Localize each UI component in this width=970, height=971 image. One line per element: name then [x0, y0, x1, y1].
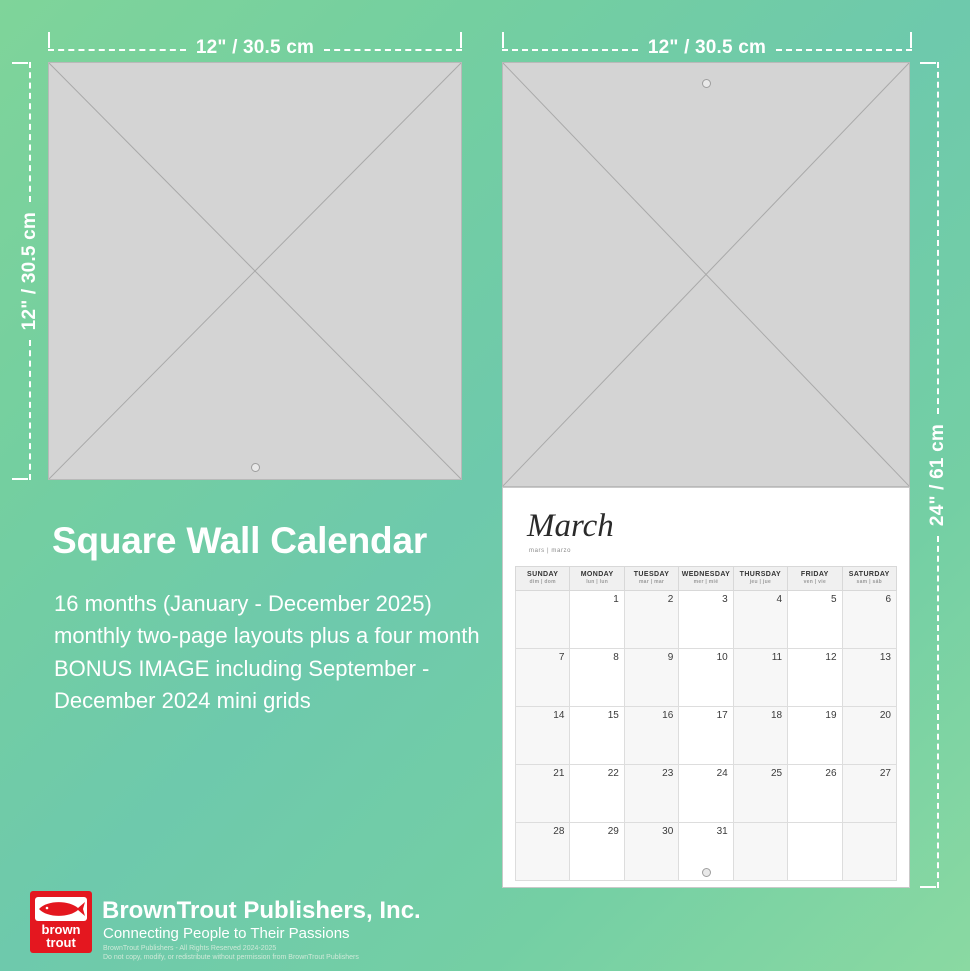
dimension-right-vertical-label: 24" / 61 cm	[927, 423, 948, 527]
calendar-day-cell[interactable]	[733, 823, 787, 881]
calendar-day-cell[interactable]: 14	[516, 707, 570, 765]
tick-start	[920, 62, 936, 64]
calendar-day-cell[interactable]: 21	[516, 765, 570, 823]
weekday-label-local: jeu | jue	[749, 579, 772, 585]
weekday-label-en: SATURDAY	[848, 571, 890, 578]
legal-notice	[103, 944, 359, 962]
calendar-week-row	[516, 765, 897, 823]
weekday-header-sunday	[516, 567, 570, 591]
brand-name: BrownTrout Publishers, Inc.	[102, 897, 421, 924]
dimension-top-left	[48, 37, 462, 60]
calendar-day-cell[interactable]: 10	[679, 649, 733, 707]
calendar-day-cell[interactable]: 17	[679, 707, 733, 765]
tick-start	[502, 32, 504, 48]
hanging-hole	[251, 463, 260, 472]
calendar-day-cell[interactable]: 6	[842, 591, 896, 649]
footer	[0, 884, 970, 971]
calendar-grid-panel	[502, 487, 910, 888]
calendar-day-cell[interactable]: 20	[842, 707, 896, 765]
weekday-label-en: FRIDAY	[800, 571, 829, 578]
calendar-day-cell[interactable]: 18	[733, 707, 787, 765]
calendar-day-cell[interactable]: 15	[570, 707, 624, 765]
weekday-label-local: mar | mar	[638, 579, 665, 585]
tick-end	[12, 478, 28, 480]
dash-line	[937, 62, 939, 414]
fish-glyph-icon	[35, 897, 87, 921]
product-description: 16 months (January - December 2025) monthly two-page layouts plus a four month BONUS IMAGE including September - December 2024 mini grids	[54, 591, 480, 713]
weekday-label-en: SUNDAY	[527, 571, 559, 578]
hanging-hole	[702, 868, 711, 877]
calendar-day-cell[interactable]: 25	[733, 765, 787, 823]
calendar-day-cell[interactable]: 5	[788, 591, 842, 649]
calendar-day-cell[interactable]: 22	[570, 765, 624, 823]
dimension-left-vertical-label: 12" / 30.5 cm	[19, 211, 40, 331]
calendar-day-cell[interactable]: 7	[516, 649, 570, 707]
weekday-label-local: ven | vie	[803, 579, 827, 585]
weekday-header-saturday	[842, 567, 896, 591]
calendar-day-cell[interactable]: 26	[788, 765, 842, 823]
dash-line	[937, 536, 939, 888]
calendar-day-cell[interactable]: 19	[788, 707, 842, 765]
weekday-label-en: MONDAY	[580, 571, 614, 578]
legal-line-2: Do not copy, modify, or redistribute without permission from BrownTrout Publishers	[103, 954, 359, 961]
dimension-top-right-label: 12" / 30.5 cm	[647, 37, 767, 58]
tick-end	[910, 32, 912, 48]
weekday-header-wednesday	[679, 567, 733, 591]
dash-line	[29, 340, 31, 480]
calendar-day-cell[interactable]: 27	[842, 765, 896, 823]
weekday-header-friday	[788, 567, 842, 591]
tick-end	[460, 32, 462, 48]
calendar-day-cell[interactable]: 13	[842, 649, 896, 707]
month-title: March	[527, 508, 614, 544]
weekday-label-en: THURSDAY	[739, 571, 782, 578]
calendar-day-cell[interactable]: 12	[788, 649, 842, 707]
calendar-day-cell[interactable]: 11	[733, 649, 787, 707]
placeholder-cross-icon	[49, 63, 461, 479]
calendar-week-row	[516, 649, 897, 707]
calendar-day-cell[interactable]: 8	[570, 649, 624, 707]
dimension-left-vertical	[20, 62, 40, 480]
calendar-day-cell[interactable]: 9	[624, 649, 678, 707]
calendar-week-row	[516, 591, 897, 649]
fish-icon	[35, 897, 87, 921]
weekday-header-tuesday	[624, 567, 678, 591]
dash-line	[324, 49, 462, 51]
placeholder-cross-icon	[503, 63, 909, 486]
calendar-day-cell[interactable]: 4	[733, 591, 787, 649]
calendar-day-cell[interactable]: 31	[679, 823, 733, 881]
weekday-label-en: TUESDAY	[633, 571, 670, 578]
calendar-week-row	[516, 707, 897, 765]
calendar-day-cell[interactable]: 23	[624, 765, 678, 823]
weekday-label-local: lun | lun	[586, 579, 609, 585]
tick-start	[48, 32, 50, 48]
logo-line-2: trout	[46, 935, 76, 950]
calendar-day-cell[interactable]: 2	[624, 591, 678, 649]
calendar-image-panel-right	[502, 62, 910, 487]
calendar-image-panel-left	[48, 62, 462, 480]
weekday-label-local: sam | sáb	[856, 579, 883, 585]
dimension-right-vertical	[928, 62, 948, 888]
calendar-header-row	[516, 567, 897, 591]
calendar-day-cell[interactable]: 28	[516, 823, 570, 881]
weekday-header-thursday	[733, 567, 787, 591]
weekday-label-en: WEDNESDAY	[681, 571, 731, 578]
month-subtitle: mars | marzo	[529, 548, 572, 554]
weekday-label-local: dim | dom	[529, 579, 556, 585]
hanging-hole	[702, 79, 711, 88]
calendar-day-cell[interactable]: 1	[570, 591, 624, 649]
calendar-day-cell[interactable]	[516, 591, 570, 649]
calendar-day-cell[interactable]: 24	[679, 765, 733, 823]
calendar-day-cell[interactable]: 3	[679, 591, 733, 649]
browntrout-logo[interactable]	[30, 891, 92, 953]
brand-tagline: Connecting People to Their Passions	[103, 925, 350, 942]
dash-line	[48, 49, 186, 51]
dimension-top-right	[502, 37, 912, 60]
dash-line	[776, 49, 912, 51]
calendar-day-cell[interactable]: 16	[624, 707, 678, 765]
calendar-day-cell[interactable]	[842, 823, 896, 881]
weekday-header-monday	[570, 567, 624, 591]
legal-line-1: BrownTrout Publishers - All Rights Reserved 2024-2025	[103, 945, 277, 952]
page-title: Square Wall Calendar	[52, 520, 428, 561]
dimension-top-left-label: 12" / 30.5 cm	[195, 37, 315, 58]
dash-line	[29, 62, 31, 202]
calendar-day-cell[interactable]: 29	[570, 823, 624, 881]
calendar-day-cell[interactable]	[788, 823, 842, 881]
tick-start	[12, 62, 28, 64]
calendar-table	[515, 566, 897, 881]
logo-wordmark	[30, 923, 92, 949]
weekday-label-local: mer | mié	[693, 579, 719, 585]
dash-line	[502, 49, 638, 51]
calendar-day-cell[interactable]: 30	[624, 823, 678, 881]
logo-line-1: brown	[41, 922, 81, 937]
